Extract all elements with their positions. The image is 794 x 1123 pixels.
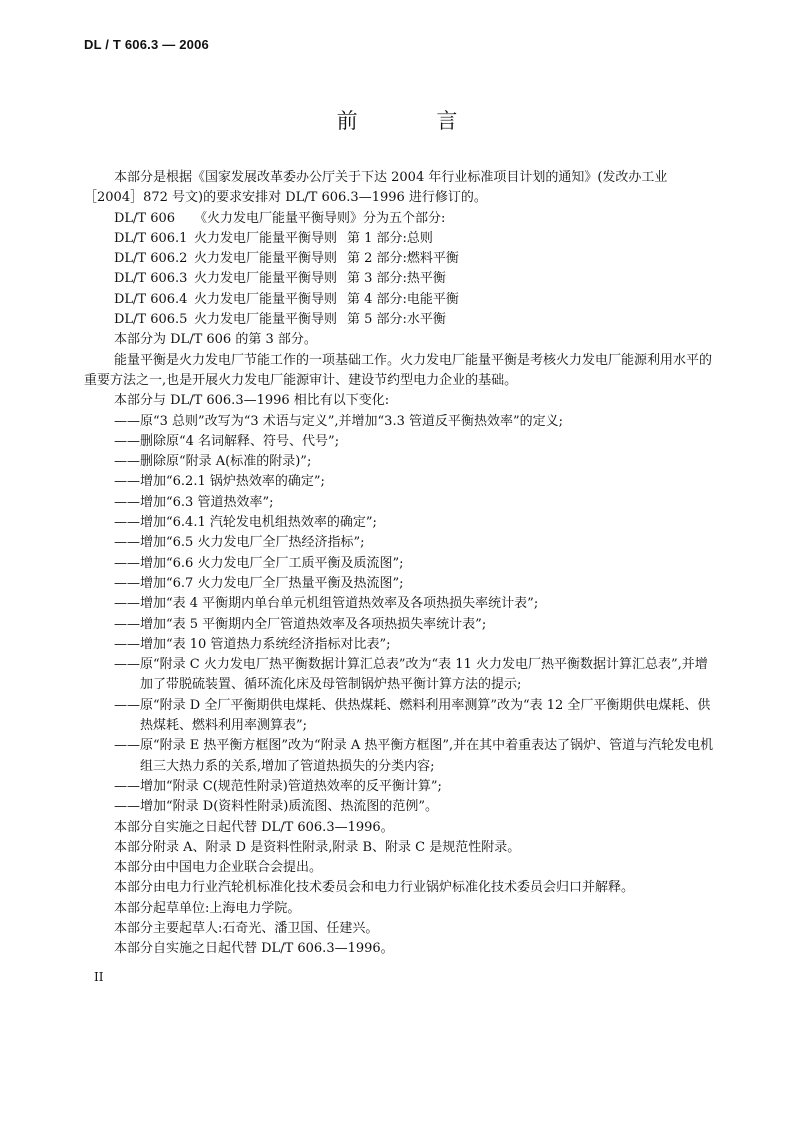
change-item: ——增加“附录 D(资料性附录)质流图、热流图的范例”。 [114, 799, 438, 815]
series-line [84, 209, 714, 229]
change-item: ——增加“6.2.1 锅炉热效率的确定”; [114, 474, 325, 490]
change-item: ——增加“6.7 火力发电厂全厂热量平衡及热流图”; [114, 575, 404, 591]
paragraph: 本部分为 DL/T 606 的第 3 部分。 [114, 332, 317, 348]
part-title: 第 3 部分:热平衡 [347, 271, 446, 287]
part-code: DL/T 606.1 [114, 230, 188, 246]
change-item: ——增加“表 10 管道热力系统经济指标对比表”; [114, 636, 391, 652]
change-item: ——原“3 总则”改写为“3 术语与定义”,并增加“3.3 管道反平衡热效率”的定义; [114, 413, 564, 429]
part-line [84, 269, 714, 289]
part-title: 第 5 部分:水平衡 [347, 312, 446, 328]
part-name: 火力发电厂能量平衡导则 [194, 251, 338, 267]
document-id-header: DL / T 606.3 — 2006 [84, 37, 209, 52]
part-name: 火力发电厂能量平衡导则 [194, 291, 338, 307]
change-item: ——增加“6.4.1 汽轮发电机组热效率的确定”; [114, 515, 377, 531]
paragraph: 本部分自实施之日起代替 DL/T 606.3—1996。 [114, 941, 394, 957]
paragraph: 本部分是根据《国家发展改革委办公厅关于下达 2004 年行业标准项目计划的通知》(发改办工业［2004］872 号文)的要求安排对 DL/T 606.3—1996 进行修订的。 [84, 170, 668, 206]
part-line [84, 290, 714, 310]
paragraph: 本部分由中国电力企业联合会提出。 [114, 860, 323, 876]
series-code: DL/T 606 [114, 210, 176, 226]
paragraph: 本部分起草单位:上海电力学院。 [114, 900, 301, 916]
change-item: ——删除原“附录 A(标准的附录)”; [114, 454, 312, 470]
part-name: 火力发电厂能量平衡导则 [194, 312, 338, 328]
part-name: 火力发电厂能量平衡导则 [194, 271, 338, 287]
page-title: 前 言 [336, 109, 494, 133]
part-line [84, 249, 714, 269]
change-item: ——增加“6.3 管道热效率”; [114, 494, 274, 510]
change-item: ——原“附录 E 热平衡方框图”改为“附录 A 热平衡方框图”,并在其中着重表达了锅炉、管道与汽轮发电机组三大热力系的关系,增加了管道热损失的分类内容; [114, 738, 714, 774]
change-item: ——增加“附录 C(规范性附录)管道热效率的反平衡计算”; [114, 778, 442, 794]
change-item: ——原“附录 D 全厂平衡期供电煤耗、供热煤耗、燃料利用率测算”改为“表 12 全厂平衡期供电煤耗、供热煤耗、燃料利用率测算表”; [114, 697, 711, 734]
paragraph: 本部分主要起草人:石奇光、潘卫国、任建兴。 [114, 920, 379, 936]
part-code: DL/T 606.5 [114, 312, 188, 328]
part-line [84, 229, 714, 249]
paragraph: 本部分自实施之日起代替 DL/T 606.3—1996。 [114, 819, 394, 835]
part-code: DL/T 606.2 [114, 251, 188, 267]
series-title: 《火力发电厂能量平衡导则》分为五个部分: [194, 210, 446, 226]
part-title: 第 1 部分:总则 [347, 230, 433, 246]
part-code: DL/T 606.4 [114, 291, 188, 307]
page-number: II [94, 970, 104, 984]
change-item: ——增加“表 4 平衡期内单台单元机组管道热效率及各项热损失率统计表”; [114, 596, 539, 612]
change-item: ——原“附录 C 火力发电厂热平衡数据计算汇总表”改为“表 11 火力发电厂热平衡数据计算汇总表”,并增加了带脱硫装置、循环流化床及母管制锅炉热平衡计算方法的提示; [114, 657, 708, 693]
change-item: ——删除原“4 名词解释、符号、代号”; [114, 433, 340, 449]
change-item: ——增加“6.6 火力发电厂全厂工质平衡及质流图”; [114, 555, 404, 571]
paragraph: 本部分附录 A、附录 D 是资料性附录,附录 B、附录 C 是规范性附录。 [114, 839, 521, 855]
part-code: DL/T 606.3 [114, 271, 188, 287]
paragraph: 能量平衡是火力发电厂节能工作的一项基础工作。火力发电厂能量平衡是考核火力发电厂能源利用水平的重要方法之一,也是开展火力发电厂能源审计、建设节约型电力企业的基础。 [84, 352, 713, 388]
part-name: 火力发电厂能量平衡导则 [194, 230, 338, 246]
part-line [84, 310, 714, 330]
part-title: 第 4 部分:电能平衡 [347, 291, 459, 307]
paragraph: 本部分由电力行业汽轮机标准化技术委员会和电力行业锅炉标准化技术委员会归口并解释。 [114, 880, 635, 896]
change-item: ——增加“表 5 平衡期内全厂管道热效率及各项热损失率统计表”; [114, 616, 487, 632]
part-title: 第 2 部分:燃料平衡 [347, 251, 459, 267]
foreword-body [84, 168, 714, 960]
paragraph: 本部分与 DL/T 606.3—1996 相比有以下变化: [114, 393, 390, 409]
change-item: ——增加“6.5 火力发电厂全厂热经济指标”; [114, 535, 365, 551]
